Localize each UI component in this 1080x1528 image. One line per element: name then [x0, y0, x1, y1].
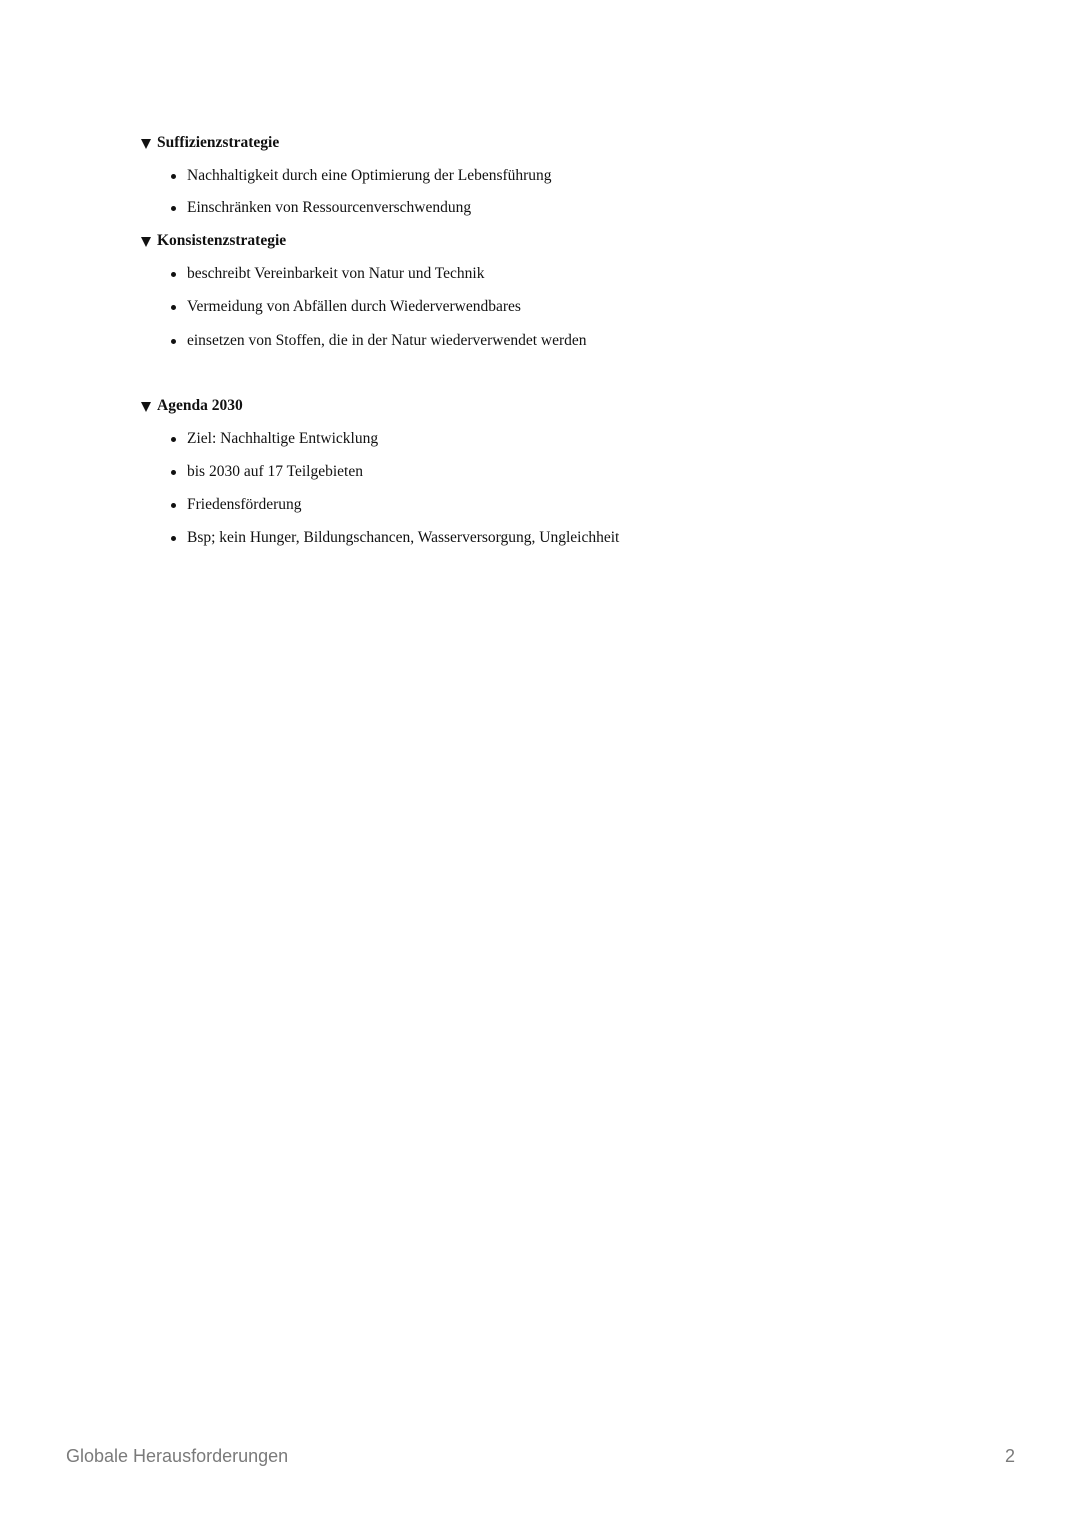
list-item-text: Friedensförderung	[187, 496, 302, 513]
list-item	[169, 526, 619, 550]
section-toggle-suffizienzstrategie[interactable]	[141, 131, 279, 155]
list-item	[169, 493, 302, 517]
list-item-text: bis 2030 auf 17 Teilgebieten	[187, 463, 363, 480]
list-item-text: einsetzen von Stoffen, die in der Natur wiederverwendet werden	[187, 332, 587, 349]
list-item	[169, 262, 485, 286]
list-item-text: Nachhaltigkeit durch eine Optimierung der Lebensführung	[187, 167, 552, 184]
bullet-icon	[171, 536, 176, 541]
bullet-icon	[171, 206, 176, 211]
list-item-text: beschreibt Vereinbarkeit von Natur und Technik	[187, 265, 485, 282]
triangle-down-icon	[141, 139, 151, 149]
list-item	[169, 196, 471, 220]
bullet-icon	[171, 305, 176, 310]
section-toggle-agenda-2030[interactable]	[141, 394, 243, 418]
section-title: Suffizienzstrategie	[157, 134, 280, 151]
section-title: Agenda 2030	[157, 397, 243, 414]
list-item-text: Bsp; kein Hunger, Bildungschancen, Wasserversorgung, Ungleichheit	[187, 529, 620, 546]
triangle-down-icon	[141, 237, 151, 247]
list-item	[169, 295, 521, 319]
footer-page-number: 2	[1004, 1446, 1015, 1466]
section-title: Konsistenzstrategie	[157, 232, 287, 249]
list-item-text: Ziel: Nachhaltige Entwicklung	[187, 430, 379, 447]
bullet-icon	[171, 272, 176, 277]
bullet-icon	[171, 174, 176, 179]
list-item	[169, 427, 378, 451]
list-item	[169, 460, 363, 484]
bullet-icon	[171, 437, 176, 442]
triangle-down-icon	[141, 402, 151, 412]
list-item-text: Einschränken von Ressourcenverschwendung	[187, 199, 472, 216]
footer-document-title: Globale Herausforderungen	[66, 1446, 289, 1466]
bullet-icon	[171, 470, 176, 475]
section-toggle-konsistenzstrategie[interactable]	[141, 229, 286, 253]
bullet-icon	[171, 503, 176, 508]
list-item	[169, 164, 552, 188]
list-item-text: Vermeidung von Abfällen durch Wiederverwendbares	[187, 298, 521, 315]
bullet-icon	[171, 339, 176, 344]
list-item	[169, 329, 587, 353]
